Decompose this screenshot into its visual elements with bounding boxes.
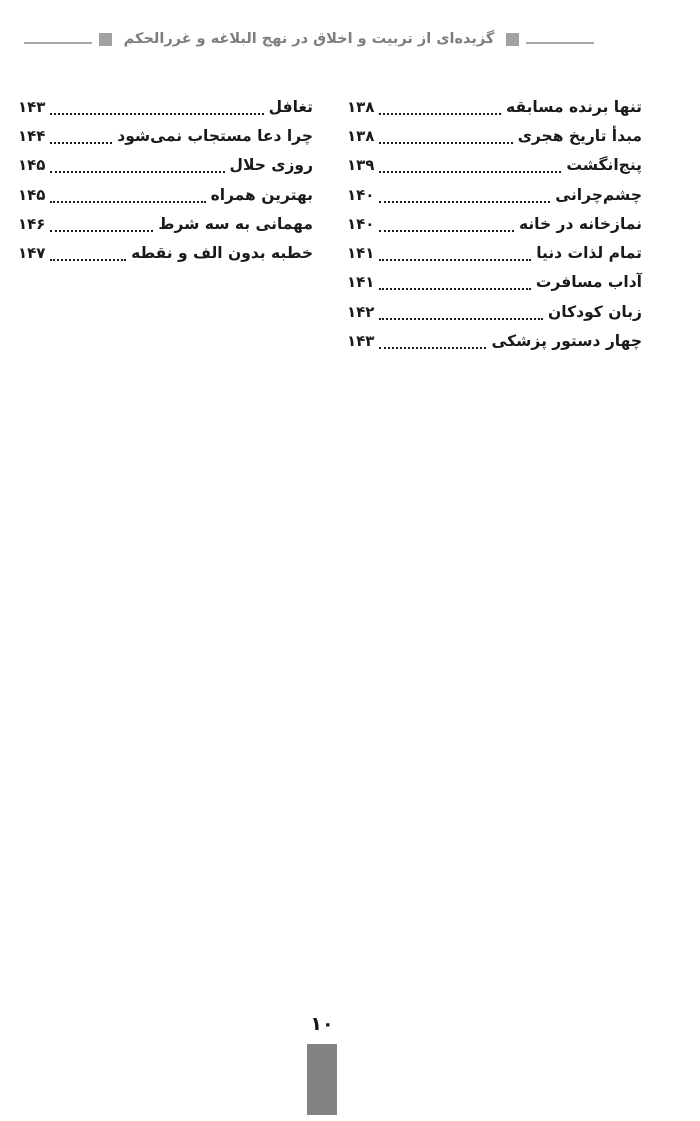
table-of-contents — [18, 92, 642, 356]
dot-leader — [379, 304, 543, 320]
toc-row — [347, 151, 642, 180]
header-square-left — [99, 33, 112, 46]
toc-row — [347, 121, 642, 150]
toc-row — [18, 209, 313, 238]
toc-row — [347, 326, 642, 355]
dot-leader — [379, 245, 531, 261]
toc-row — [18, 180, 313, 209]
dot-leader — [379, 157, 561, 173]
toc-row — [18, 238, 313, 267]
toc-entry-page: ۱۴۰ — [347, 214, 375, 233]
toc-entry-page: ۱۴۵ — [18, 156, 46, 175]
toc-entry-title: مهمانی به سه شرط — [158, 214, 313, 233]
header-square-right — [506, 33, 519, 46]
dot-leader — [50, 187, 205, 203]
dot-leader — [50, 245, 126, 261]
toc-column-left — [18, 92, 313, 268]
toc-entry-title: نمازخانه در خانه — [518, 214, 642, 233]
toc-entry-page: ۱۴۳ — [347, 332, 375, 351]
toc-entry-page: ۱۴۲ — [347, 302, 375, 321]
toc-entry-title: روزی حلال — [229, 156, 313, 175]
toc-entry-page: ۱۳۸ — [347, 126, 375, 145]
toc-entry-page: ۱۴۵ — [18, 185, 46, 204]
dot-leader — [379, 274, 530, 290]
header-line-left — [24, 42, 92, 44]
toc-column-right — [347, 92, 642, 356]
toc-row — [18, 92, 313, 121]
toc-entry-title: تمام لذات دنیا — [536, 244, 642, 263]
toc-entry-page: ۱۴۰ — [347, 185, 375, 204]
toc-entry-title: آداب مسافرت — [535, 273, 642, 292]
toc-entry-page: ۱۳۸ — [347, 97, 375, 116]
dot-leader — [379, 216, 513, 232]
toc-entry-page: ۱۴۷ — [18, 244, 46, 263]
toc-entry-title: تنها برنده مسابقه — [506, 97, 642, 116]
toc-row — [347, 92, 642, 121]
dot-leader — [379, 187, 550, 203]
bookmark-tab — [307, 1044, 337, 1115]
book-title: گزیده‌ای از تربیت و اخلاق در نهج البلاغه و غررالحکم — [123, 31, 495, 47]
toc-entry-title: تغافل — [268, 97, 313, 116]
dot-leader — [50, 157, 224, 173]
toc-row — [347, 209, 642, 238]
toc-entry-title: چهار دستور پزشکی — [491, 332, 642, 351]
dot-leader — [379, 99, 501, 115]
toc-row — [347, 238, 642, 267]
dot-leader — [50, 128, 112, 144]
dot-leader — [50, 99, 263, 115]
dot-leader — [50, 216, 153, 232]
toc-entry-title: بهترین همراه — [210, 185, 313, 204]
toc-entry-title: پنج‌انگشت — [566, 156, 642, 175]
header-line-right — [526, 42, 594, 44]
toc-row — [347, 180, 642, 209]
toc-entry-page: ۱۴۱ — [347, 244, 375, 263]
toc-row — [347, 297, 642, 326]
toc-entry-title: چرا دعا مستجاب نمی‌شود — [117, 126, 313, 145]
toc-entry-page: ۱۳۹ — [347, 156, 375, 175]
toc-entry-title: چشم‌چرانی — [555, 185, 642, 204]
toc-entry-page: ۱۴۴ — [18, 126, 46, 145]
dot-leader — [379, 333, 486, 349]
toc-entry-page: ۱۴۱ — [347, 273, 375, 292]
page-number: ۱۰ — [310, 1013, 334, 1035]
page-header — [0, 31, 659, 47]
toc-entry-title: مبدأ تاریخ هجری — [517, 126, 642, 145]
toc-row — [18, 121, 313, 150]
toc-entry-title: خطبه بدون الف و نقطه — [131, 244, 313, 263]
toc-row — [347, 268, 642, 297]
toc-entry-title: زبان کودکان — [548, 302, 642, 321]
toc-row — [18, 151, 313, 180]
toc-entry-page: ۱۴۳ — [18, 97, 46, 116]
dot-leader — [379, 128, 512, 144]
toc-entry-page: ۱۴۶ — [18, 214, 46, 233]
